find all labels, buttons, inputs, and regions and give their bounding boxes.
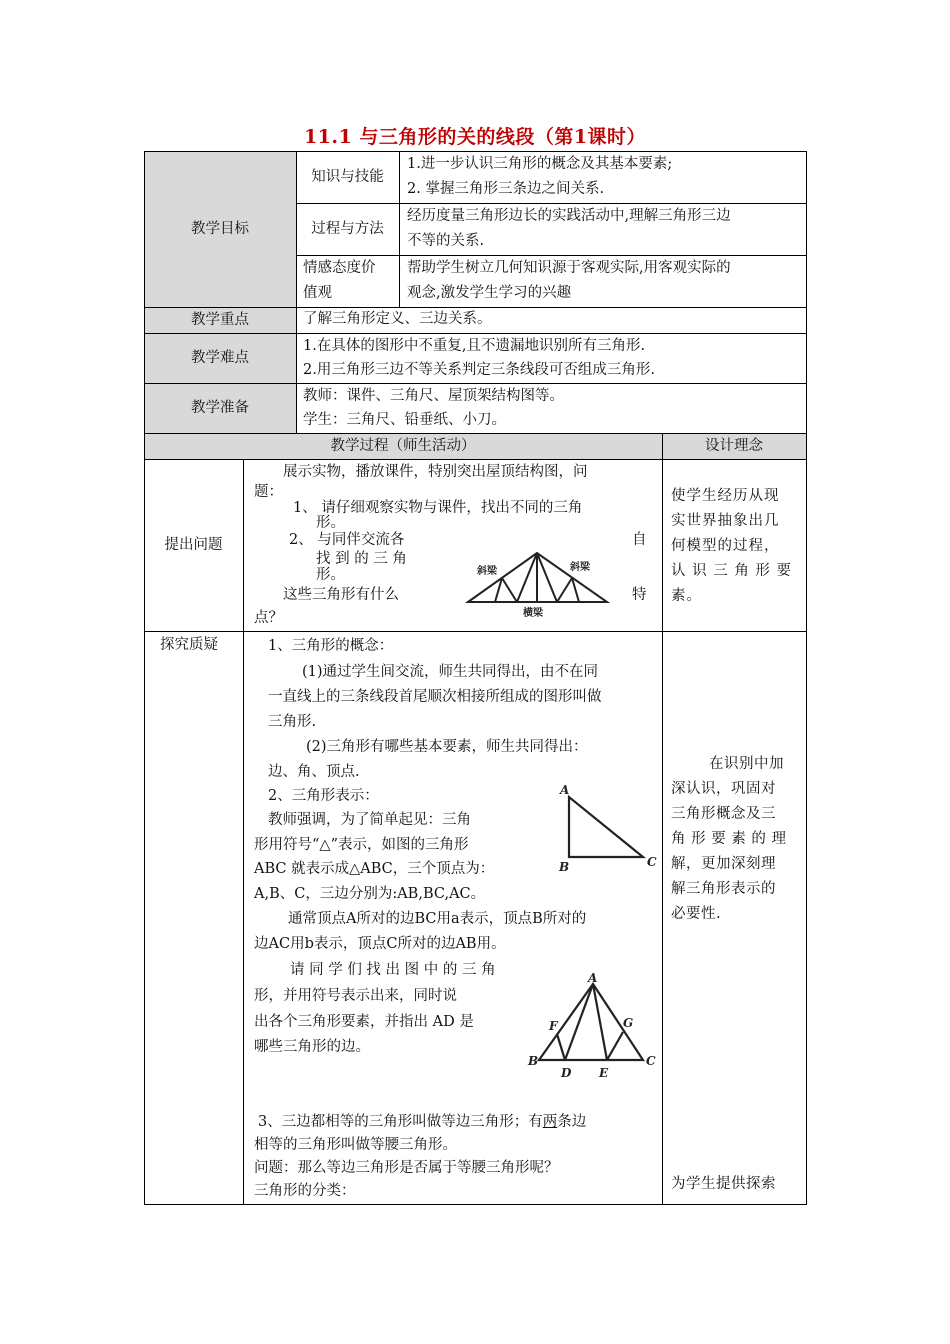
section1-question-1b: 形。 xyxy=(316,515,345,531)
section2-heading-2: 2、三角形表示： xyxy=(268,788,379,804)
section2-note-line: 解三角形表示的 xyxy=(671,881,776,897)
triangle-abcdefg-figure xyxy=(525,970,660,1080)
objective-knowledge-line-2: 2. 掌握三角形三条边之间关系. xyxy=(407,181,605,197)
difficulty-label: 教学难点 xyxy=(191,349,249,366)
section2-p3-line-2: 形用符号“△”表示，如图的三角形 xyxy=(254,837,469,853)
section1-question-3b: 点？ xyxy=(254,610,283,626)
process-header-right-cell xyxy=(662,433,806,459)
section2-note-line: 必要性. xyxy=(671,906,722,922)
key-point-label: 教学重点 xyxy=(191,311,249,328)
process-header-left-cell xyxy=(144,433,662,459)
section2-p1-line-1: (1)通过学生间交流，师生共同得出，由不在同 xyxy=(302,664,599,680)
section1-question-2b: 找 到 的 三 角 xyxy=(316,551,407,567)
objective-name-process: 过程与方法 xyxy=(311,220,384,237)
section1-question-3: 这些三角形有什么 xyxy=(283,587,399,603)
preparation-label-cell xyxy=(144,383,296,433)
section1-note-line: 实世界抽象出几 xyxy=(671,513,780,529)
section1-question-2c: 形。 xyxy=(316,567,345,583)
section2-p5-line-2: 形，并用符号表示出来，同时说 xyxy=(254,988,457,1004)
triangle-label-a: A xyxy=(560,783,570,797)
section2-heading-1: 1、三角形的概念： xyxy=(268,638,394,654)
section1-note-line: 认 识 三 角 形 要 xyxy=(671,563,793,579)
section2-p6-line-4: 三角形的分类： xyxy=(254,1183,356,1199)
objectives-label-cell xyxy=(144,151,296,307)
preparation-line-1: 教师：课件、三角尺、屋顶架结构图等。 xyxy=(303,388,564,404)
section2-note-bottom: 为学生提供探索 xyxy=(671,1176,776,1192)
objective-attitude-line-2: 观念,激发学生学习的兴趣 xyxy=(407,285,572,301)
difficulty-line-2: 2.用三角形三边不等关系判定三条线段可否组成三角形. xyxy=(303,362,655,378)
section1-label: 提出问题 xyxy=(164,536,223,553)
section2-note-line: 在识别中加 xyxy=(709,756,784,772)
section1-note xyxy=(671,484,801,609)
section2-p5-line-3: 出各个三角形要素，并指出 AD 是 xyxy=(254,1014,474,1030)
section2-note-line: 深认识，巩固对 xyxy=(671,781,776,797)
objective-name-attitude-1: 情感态度价 xyxy=(303,260,376,276)
process-header-right: 设计理念 xyxy=(705,437,763,454)
process-header-left: 教学过程（师生活动） xyxy=(330,437,476,454)
section2-p4-line-1: 通常顶点A所对的边BC用a表示，顶点B所对的 xyxy=(288,911,587,927)
preparation-line-2: 学生：三角尺、铅垂纸、小刀。 xyxy=(303,412,506,428)
objective-knowledge-line-1: 1.进一步认识三角形的概念及其基本要素; xyxy=(407,156,673,172)
fig2-label-c: C xyxy=(646,1054,656,1068)
section1-question-1a: 1、 请仔细观察实物与课件，找出不同的三角 xyxy=(293,500,583,516)
section1-note-line: 使学生经历从现 xyxy=(671,488,780,504)
section2-note-line: 角 形 要 素 的 理 xyxy=(671,831,787,847)
section2-p4-line-2: 边AC用b表示，顶点C所对的边AB用。 xyxy=(254,936,506,952)
objectives-label: 教学目标 xyxy=(191,220,249,237)
key-point-label-cell xyxy=(144,307,296,333)
section2-p6-underlined: 两 xyxy=(542,1114,558,1130)
roof-label-left: 斜梁 xyxy=(477,566,497,577)
roof-truss-figure xyxy=(465,550,610,620)
section2-p3-line-1: 教师强调，为了简单起见：三角 xyxy=(268,812,471,828)
section2-note xyxy=(671,752,801,927)
triangle-label-c: C xyxy=(647,855,657,869)
fig2-label-e: E xyxy=(599,1066,609,1080)
section1-question-2a-end: 自 xyxy=(632,532,647,548)
roof-label-bottom: 横梁 xyxy=(523,608,543,619)
fig2-label-a: A xyxy=(588,971,598,985)
section2-p3-line-3: ABC 就表示成△ABC，三个顶点为： xyxy=(254,861,495,877)
section2-note-line: 解，更加深刻理 xyxy=(671,856,776,872)
section2-p6-line-1-post: 条边 xyxy=(557,1114,587,1130)
section1-line-2: 题： xyxy=(254,484,283,500)
section2-p2-line-1: (2)三角形有哪些基本要素，师生共同得出： xyxy=(306,739,588,755)
objective-name-attitude-2: 值观 xyxy=(303,285,332,301)
document-title: 11.1 与三角形的关的线段（第1课时） xyxy=(303,126,647,148)
difficulty-line-1: 1.在具体的图形中不重复,且不遗漏地识别所有三角形. xyxy=(303,338,646,354)
section1-question-3-end: 特 xyxy=(632,587,647,603)
fig2-label-d: D xyxy=(561,1066,572,1080)
section2-label: 探究质疑 xyxy=(160,637,218,653)
section2-p6-line-3: 问题：那么等边三角形是否属于等腰三角形呢？ xyxy=(254,1160,559,1176)
fig2-label-g: G xyxy=(623,1016,634,1030)
roof-label-right: 斜梁 xyxy=(570,562,590,573)
objective-attitude-line-1: 帮助学生树立几何知识源于客观实际,用客观实际的 xyxy=(407,260,731,276)
difficulty-label-cell xyxy=(144,333,296,383)
section2-p2-line-2: 边、角、顶点. xyxy=(268,764,360,780)
preparation-label: 教学准备 xyxy=(191,399,249,416)
section2-p6-line-2: 相等的三角形叫做等腰三角形。 xyxy=(254,1137,457,1153)
section2-p1-line-2: 一直线上的三条线段首尾顺次相接所组成的图形叫做 xyxy=(268,689,602,705)
section2-p3-line-4: A,B、C，三边分别为:AB,BC,AC。 xyxy=(254,886,486,902)
section2-note-line: 三角形概念及三 xyxy=(671,806,776,822)
fig2-label-b: B xyxy=(528,1054,539,1068)
objective-process-line-2: 不等的关系. xyxy=(407,233,485,249)
section2-p5-line-1: 请 同 学 们 找 出 图 中 的 三 角 xyxy=(290,962,496,978)
objective-process-line-1: 经历度量三角形边长的实践活动中,理解三角形三边 xyxy=(407,208,731,224)
section2-p1-line-3: 三角形. xyxy=(268,714,317,730)
triangle-label-b: B xyxy=(559,860,570,874)
section1-question-2a: 2、 与同伴交流各 xyxy=(289,532,405,548)
key-point-text: 了解三角形定义、三边关系。 xyxy=(303,311,492,327)
section2-p6-line-1 xyxy=(258,1110,586,1135)
triangle-abc-figure xyxy=(555,780,660,875)
fig2-label-f: F xyxy=(549,1019,558,1033)
section2-p6-line-1-pre: 3、三边都相等的三角形叫做等边三角形；有 xyxy=(258,1114,543,1130)
section1-line-1: 展示实物，播放课件，特别突出屋顶结构图，问 xyxy=(283,464,588,480)
section1-note-line: 素。 xyxy=(671,588,702,604)
objective-name-knowledge: 知识与技能 xyxy=(311,168,384,185)
section2-p5-line-4: 哪些三角形的边。 xyxy=(254,1039,370,1055)
section1-note-line: 何模型的过程， xyxy=(671,538,780,554)
